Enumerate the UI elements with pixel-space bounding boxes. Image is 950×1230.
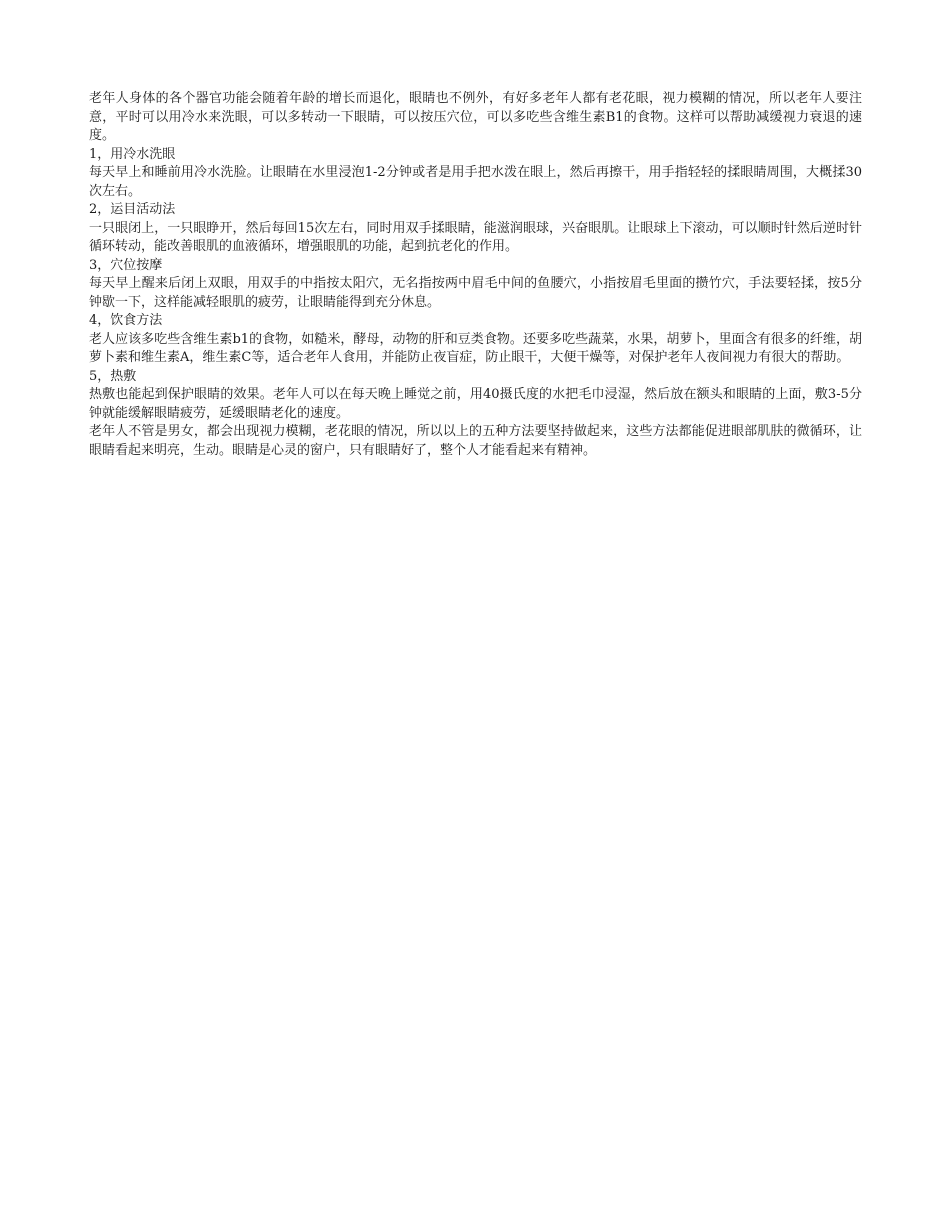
section-heading-eye-exercise: 2，运目活动法 [89,202,176,217]
section-body-cold-water: 每天早上和睡前用冷水洗脸。让眼睛在水里浸泡1-2分钟或者是用手把水泼在眼上，然后再擦干，用手指轻轻的揉眼睛周围，大概揉30次左右。 [89,165,862,199]
section-body-eye-exercise: 一只眼闭上，一只眼睁开，然后每回15次左右，同时用双手揉眼睛，能滋润眼球，兴奋眼肌。让眼球上下滚动，可以顺时针然后逆时针循环转动，能改善眼肌的血液循环，增强眼肌的功能，起到抗老化的作用。 [89,220,862,254]
section-heading-hot-compress: 5，热敷 [89,368,137,384]
section-heading-diet: 4，饮食方法 [89,313,163,328]
intro-paragraph: 老年人身体的各个器官功能会随着年龄的增长而退化，眼睛也不例外，有好多老年人都有老花眼，视力模糊的情况，所以老年人要注意，平时可以用冷水来洗眼，可以多转动一下眼睛，可以按压穴位，可以多吃些含维生素B1的食物。这样可以帮助减缓视力衰退的速度。 [89,91,862,143]
section-body-diet: 老人应该多吃些含维生素b1的食物，如糙米，酵母，动物的肝和豆类食物。还要多吃些蔬菜，水果，胡萝卜，里面含有很多的纤维，胡萝卜素和维生素A，维生素C等，适合老年人食用，并能防止夜盲症，防止眼干，大便干燥等，对保护老年人夜间视力有很大的帮助。 [89,331,862,365]
section-heading-cold-water: 1，用冷水洗眼 [89,146,176,162]
conclusion-paragraph: 老年人不管是男女，都会出现视力模糊，老花眼的情况，所以以上的五种方法要坚持做起来，这些方法都能促进眼部肌肤的微循环，让眼睛看起来明亮，生动。眼睛是心灵的窗户，只有眼睛好了，整个人才能看起来有精神。 [89,424,862,458]
document-body [89,90,862,460]
section-body-hot-compress: 热敷也能起到保护眼睛的效果。老年人可以在每天晚上睡觉之前，用40摄氏度的水把毛巾浸湿，然后放在额头和眼睛的上面，敷3-5分钟就能缓解眼睛疲劳，延缓眼睛老化的速度。 [89,387,862,421]
section-body-acupoint-massage: 每天早上醒来后闭上双眼，用双手的中指按太阳穴，无名指按两中眉毛中间的鱼腰穴，小指按眉毛里面的攒竹穴，手法要轻揉，按5分钟歇一下，这样能减轻眼肌的疲劳，让眼睛能得到充分休息。 [89,276,862,310]
section-heading-acupoint-massage: 3，穴位按摩 [89,257,163,273]
